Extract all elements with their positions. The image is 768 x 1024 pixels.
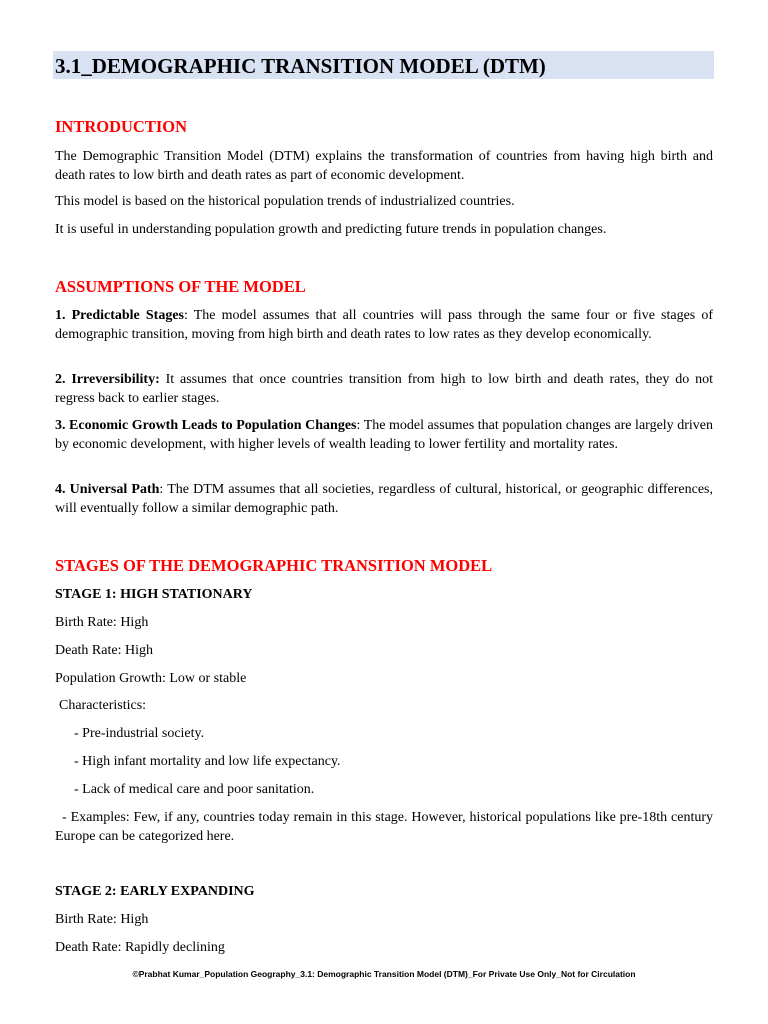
stages-heading: STAGES OF THE DEMOGRAPHIC TRANSITION MODEL [55,556,493,575]
introduction-paragraph-1: The Demographic Transition Model (DTM) explains the transformation of countries from having high birth and death rates to low birth and death rates as part of economic development. [55,149,713,183]
assumption-text-4: : The DTM assumes that all societies, regardless of cultural, historical, or geographic differences, will eventually follow a similar demographic path. [55,482,713,516]
assumption-text-1: : The model assumes that all countries will pass through the same four or five stages of demographic transition, moving from high birth and death rates to low rates as they develop economically. [55,308,713,342]
assumption-item-2 [55,371,713,408]
assumption-text-3: : The model assumes that population changes are largely driven by economic development, with higher levels of wealth leading to lower fertility and mortality rates. [55,418,713,452]
stage-1-characteristics-label: Characteristics: [59,698,147,713]
page-footer: ©Prabhat Kumar_Population Geography_3.1: Demographic Transition Model (DTM)_For Private Use Only_Not for Circulation [132,969,636,979]
stage-1-characteristic-2: - High infant mortality and low life expectancy. [74,754,341,769]
stage-1-characteristic-1: - Pre-industrial society. [74,726,205,741]
assumption-label-3: 3. Economic Growth Leads to Population Changes [55,418,357,433]
stage-1-characteristic-3: - Lack of medical care and poor sanitation. [74,782,315,797]
assumption-label-1: 1. Predictable Stages [55,308,184,323]
stage-1-birth-rate: Birth Rate: High [55,615,149,630]
introduction-heading: INTRODUCTION [55,117,188,136]
assumption-label-2: 2. Irreversibility: [55,372,160,387]
stage-2-death-rate: Death Rate: Rapidly declining [55,940,225,955]
assumption-item-4 [55,481,713,518]
stage-1-death-rate: Death Rate: High [55,643,153,658]
assumption-text-2: It assumes that once countries transition from high to low birth and death rates, they do not regress back to earlier stages. [55,372,713,406]
assumption-item-1 [55,307,713,344]
introduction-paragraph-2: This model is based on the historical population trends of industrialized countries. [55,194,515,209]
introduction-paragraph-3: It is useful in understanding population growth and predicting future trends in population changes. [55,222,607,237]
stage-1-heading: STAGE 1: HIGH STATIONARY [55,587,253,602]
assumptions-heading: ASSUMPTIONS OF THE MODEL [55,277,306,296]
assumption-item-3 [55,417,713,454]
stage-1-examples: - Examples: Few, if any, countries today remain in this stage. However, historical populations like pre-18th century Europe can be categorized here. [55,810,713,844]
stage-2-heading: STAGE 2: EARLY EXPANDING [55,884,255,899]
assumption-label-4: 4. Universal Path [55,482,160,497]
page-title: 3.1_DEMOGRAPHIC TRANSITION MODEL (DTM) [55,54,546,78]
stage-1-population-growth: Population Growth: Low or stable [55,671,247,686]
stage-2-birth-rate: Birth Rate: High [55,912,149,927]
